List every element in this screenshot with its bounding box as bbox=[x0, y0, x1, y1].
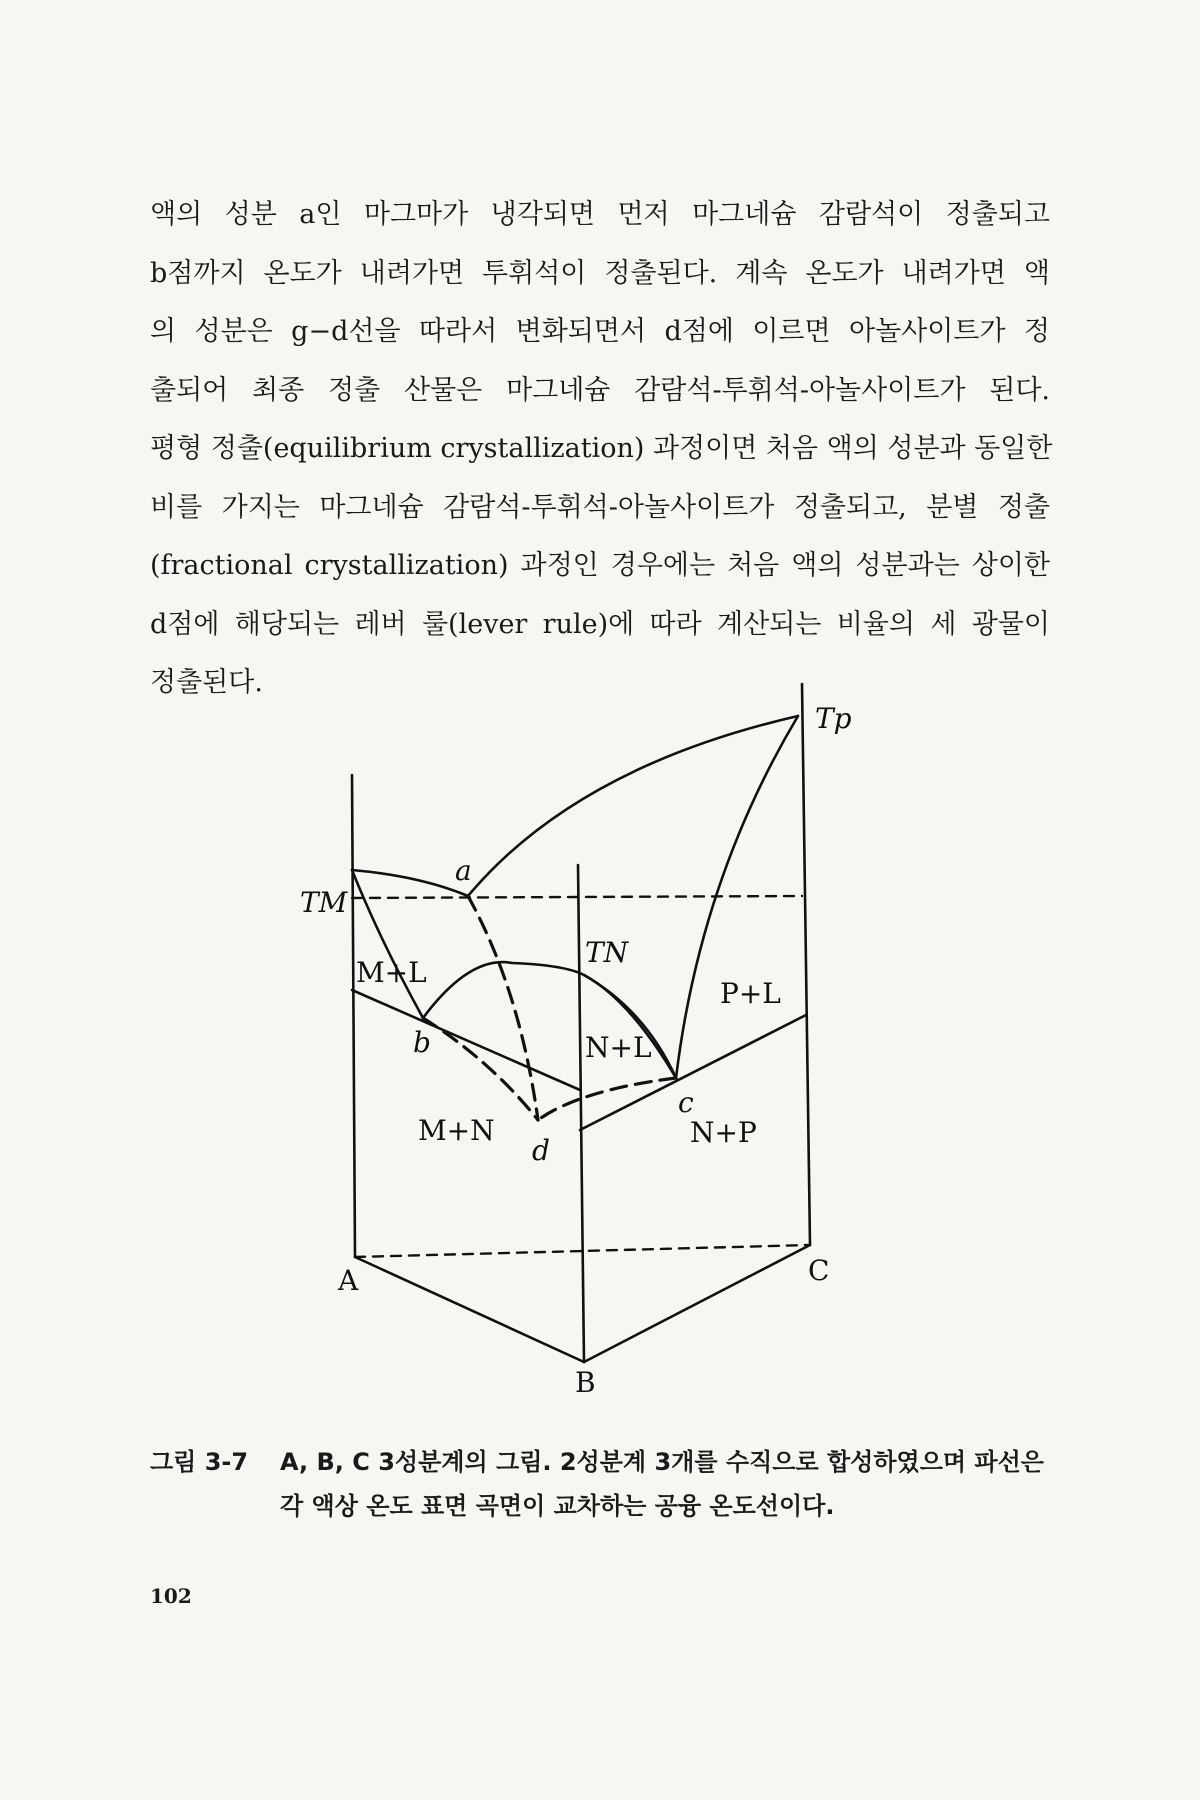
label-vertex-a: A bbox=[338, 1264, 359, 1297]
figure-caption bbox=[150, 1440, 1080, 1528]
paragraph-line: 비를 가지는 마그네슘 감람석-투휘석-아놀사이트가 정출되고, 분별 정출 bbox=[150, 491, 1050, 523]
caption-label: 그림 3-7 bbox=[150, 1448, 249, 1476]
paragraph-line: 액의 성분 a인 마그마가 냉각되면 먼저 마그네슘 감람석이 정출되고 bbox=[150, 199, 1050, 230]
caption-line: A, B, C 3성분계의 그림. 2성분계 3개를 수직으로 합성하였으며 파선은 bbox=[280, 1448, 1044, 1476]
cotectic-a-d bbox=[468, 896, 538, 1120]
label-tp: Tp bbox=[815, 702, 852, 735]
base-edge-bc bbox=[584, 1245, 810, 1362]
label-p-plus-l: P+L bbox=[720, 977, 781, 1010]
edge-b-vertical bbox=[578, 865, 584, 1362]
face-ab-eutectic-line bbox=[352, 990, 580, 1090]
label-n-plus-p: N+P bbox=[690, 1116, 757, 1149]
label-m-plus-l: M+L bbox=[356, 956, 427, 989]
paragraph-line: 평형 정출(equilibrium crystallization) 과정이면 처음 액의 성분과 동일한 bbox=[150, 433, 1053, 464]
page-number: 102 bbox=[150, 1584, 192, 1608]
label-m-plus-n: M+N bbox=[418, 1114, 495, 1147]
label-point-b: b bbox=[413, 1026, 431, 1059]
cotectic-b-d bbox=[423, 1018, 538, 1120]
edge-c-vertical bbox=[802, 684, 810, 1245]
label-point-d: d bbox=[532, 1134, 550, 1167]
body-paragraph bbox=[150, 186, 1053, 713]
label-vertex-c: C bbox=[808, 1254, 830, 1287]
curve-a-tp bbox=[468, 716, 798, 896]
base-edge-ab bbox=[355, 1257, 584, 1362]
curve-tm-a bbox=[352, 870, 468, 896]
label-vertex-b: B bbox=[575, 1366, 596, 1399]
paragraph-line: 정출된다. bbox=[150, 667, 263, 698]
ternary-phase-diagram bbox=[0, 660, 1200, 1420]
paragraph-line: 의 성분은 g−d선을 따라서 변화되면서 d점에 이르면 아놀사이트가 정 bbox=[150, 316, 1050, 347]
label-tm: TM bbox=[300, 886, 348, 919]
paragraph-line: (fractional crystallization) 과정인 경우에는 처음 액의 성분과는 상이한 bbox=[150, 550, 1050, 581]
paragraph-line: b점까지 온도가 내려가면 투휘석이 정출된다. 계속 온도가 내려가면 액 bbox=[150, 257, 1050, 289]
edge-a-vertical bbox=[352, 775, 355, 1257]
paragraph-line: d점에 해당되는 레버 룰(lever rule)에 따라 계산되는 비율의 세 광물이 bbox=[150, 608, 1050, 640]
temperature-dashed-line bbox=[352, 896, 802, 898]
caption-line: 각 액상 온도 표면 곡면이 교차하는 공융 온도선이다. bbox=[280, 1492, 835, 1520]
label-tn: TN bbox=[585, 936, 629, 969]
paragraph-line: 출되어 최종 정출 산물은 마그네슘 감람석-투휘석-아놀사이트가 된다. bbox=[150, 374, 1050, 406]
label-point-c: c bbox=[678, 1086, 694, 1119]
label-n-plus-l: N+L bbox=[585, 1031, 652, 1064]
label-point-a: a bbox=[455, 854, 472, 887]
cotectic-c-d bbox=[538, 1078, 676, 1120]
